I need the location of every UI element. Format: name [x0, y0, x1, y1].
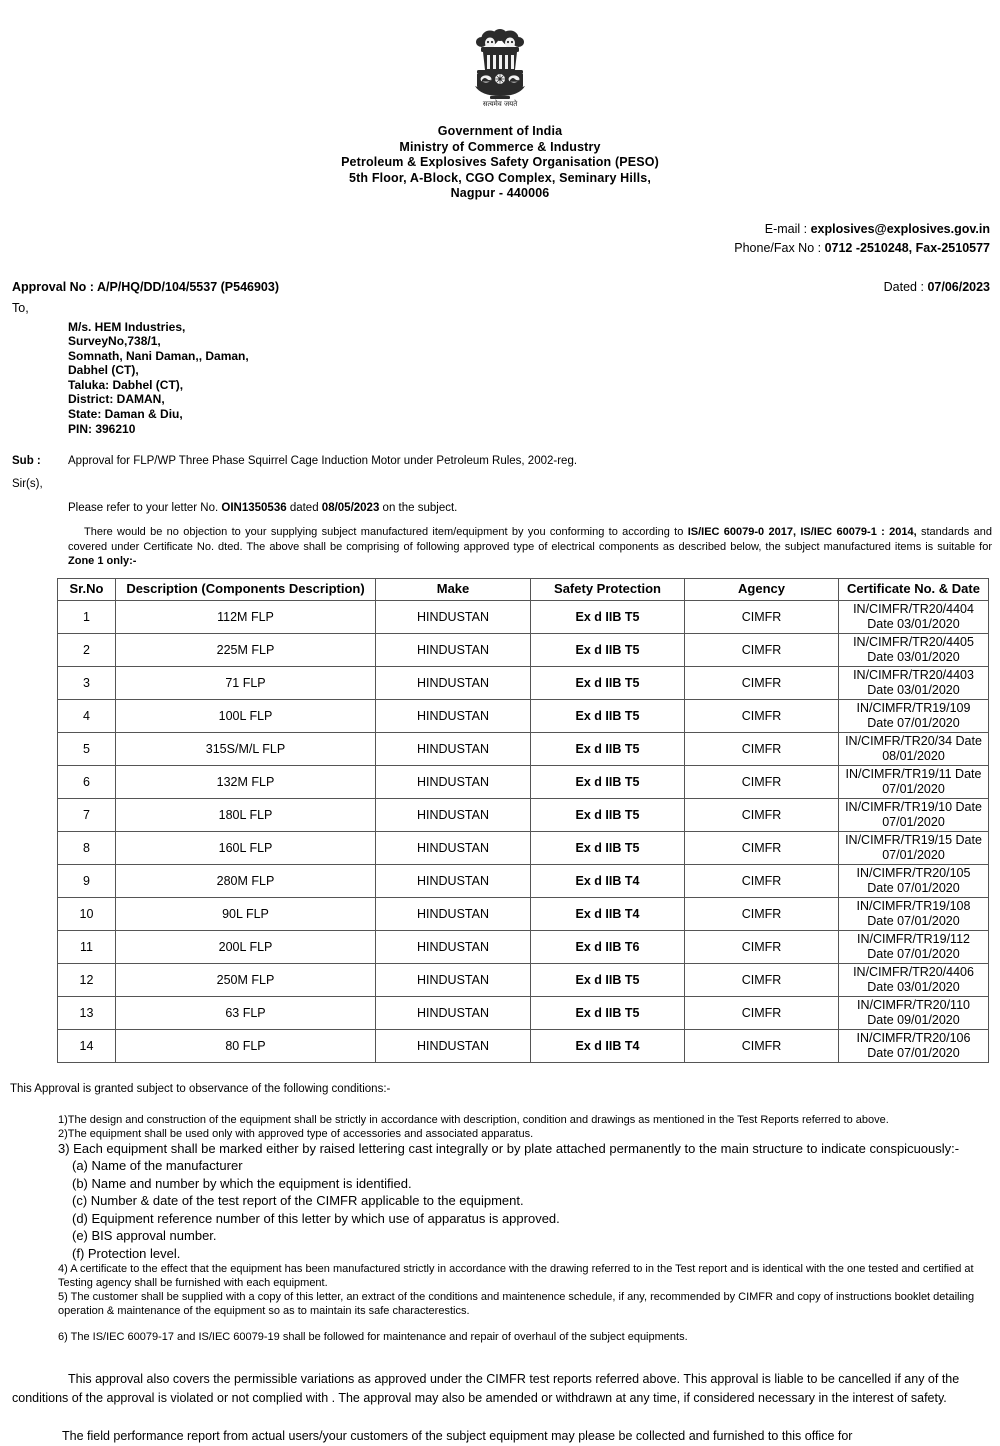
- cell-agency: CIMFR: [685, 732, 839, 765]
- cell-make: HINDUSTAN: [376, 963, 531, 996]
- cell-agency: CIMFR: [685, 963, 839, 996]
- closing-text-2: The field performance report from actual users/your customers of the subject equipment may please be collected and furnished to this office for: [62, 1429, 853, 1444]
- cell-description: 315S/M/L FLP: [116, 732, 376, 765]
- cell-srno: 6: [58, 765, 116, 798]
- gov-line-country: Government of India: [437, 124, 563, 138]
- reference-suffix: on the subject.: [379, 502, 458, 515]
- objection-zone: Zone 1 only:-: [68, 555, 137, 568]
- email-value: explosives@explosives.gov.in: [810, 221, 990, 236]
- addressee-line: SurveyNo,738/1,: [68, 334, 161, 349]
- condition-item-3f: (f) Protection level.: [72, 1245, 181, 1261]
- cell-make: HINDUSTAN: [376, 732, 531, 765]
- certificate-date: Date 07/01/2020: [867, 880, 960, 895]
- cell-safety-protection: Ex d IIB T5: [531, 699, 685, 732]
- phone-row: [0, 239, 990, 258]
- cell-make: HINDUSTAN: [376, 1029, 531, 1062]
- cell-srno: 10: [58, 897, 116, 930]
- cell-certificate: [839, 1029, 989, 1062]
- email-label: E-mail :: [764, 221, 811, 236]
- column-header-certificate: Certificate No. & Date: [839, 578, 989, 600]
- gov-line-city: Nagpur - 440006: [450, 186, 550, 200]
- condition-item-3: 3) Each equipment shall be marked either by raised lettering cast integrally or by plate attached permanently to the main structure to indicate conspicuously:-: [58, 1140, 960, 1156]
- gov-line-organisation: Petroleum & Explosives Safety Organisation (PESO): [341, 155, 659, 169]
- cell-safety-protection: Ex d IIB T6: [531, 930, 685, 963]
- cell-certificate: [839, 633, 989, 666]
- cell-make: HINDUSTAN: [376, 897, 531, 930]
- cell-srno: 13: [58, 996, 116, 1029]
- cell-agency: CIMFR: [685, 699, 839, 732]
- subject-text: Approval for FLP/WP Three Phase Squirrel Cage Induction Motor under Petroleum Rules, 2002-reg.: [68, 455, 578, 468]
- cell-safety-protection: Ex d IIB T5: [531, 996, 685, 1029]
- table-row: [58, 765, 989, 798]
- cell-srno: 14: [58, 1029, 116, 1062]
- reference-prefix: Please refer to your letter No.: [68, 502, 222, 515]
- condition-item-3c: (c) Number & date of the test report of the CIMFR applicable to the equipment.: [72, 1193, 524, 1209]
- cell-make: HINDUSTAN: [376, 930, 531, 963]
- objection-paragraph: [0, 525, 1000, 569]
- certificate-date: Date 07/01/2020: [867, 913, 960, 928]
- cell-certificate: [839, 831, 989, 864]
- closing-paragraph-1: [0, 1370, 1000, 1408]
- addressee-line: PIN: 396210: [68, 421, 136, 436]
- table-row: [58, 930, 989, 963]
- cell-safety-protection: Ex d IIB T4: [531, 1029, 685, 1062]
- certificate-date: 08/01/2020: [882, 748, 945, 763]
- cell-safety-protection: Ex d IIB T4: [531, 897, 685, 930]
- cell-make: HINDUSTAN: [376, 699, 531, 732]
- cell-make: HINDUSTAN: [376, 996, 531, 1029]
- objection-part1: There would be no objection to your supplying subject manufactured item/equipment by you conforming to according to: [84, 526, 688, 539]
- cell-agency: CIMFR: [685, 600, 839, 633]
- cell-agency: CIMFR: [685, 864, 839, 897]
- cell-srno: 8: [58, 831, 116, 864]
- cell-agency: CIMFR: [685, 996, 839, 1029]
- certificate-number: IN/CIMFR/TR20/34 Date: [845, 734, 982, 749]
- table-row: [58, 963, 989, 996]
- cell-safety-protection: Ex d IIB T5: [531, 666, 685, 699]
- cell-srno: 9: [58, 864, 116, 897]
- cell-safety-protection: Ex d IIB T5: [531, 798, 685, 831]
- table-row: [58, 1029, 989, 1062]
- reference-letter-no: OIN1350536: [221, 502, 287, 515]
- dated-block: [884, 280, 990, 294]
- certificate-number: IN/CIMFR/TR20/4406: [853, 965, 974, 980]
- table-row: [58, 699, 989, 732]
- column-header-make: Make: [376, 578, 531, 600]
- table-row: [58, 897, 989, 930]
- cell-description: 132M FLP: [116, 765, 376, 798]
- cell-srno: 12: [58, 963, 116, 996]
- cell-description: 100L FLP: [116, 699, 376, 732]
- addressee-line: Taluka: Dabhel (CT),: [68, 377, 184, 392]
- subject-label: Sub :: [12, 455, 41, 468]
- addressee-line: State: Daman & Diu,: [68, 407, 183, 422]
- cell-agency: CIMFR: [685, 798, 839, 831]
- cell-certificate: [839, 600, 989, 633]
- cell-make: HINDUSTAN: [376, 831, 531, 864]
- condition-item-2: 2)The equipment shall be used only with approved type of accessories and associated apparatus.: [58, 1127, 534, 1140]
- dated-value: 07/06/2023: [927, 279, 990, 294]
- cell-description: 71 FLP: [116, 666, 376, 699]
- cell-description: 63 FLP: [116, 996, 376, 1029]
- certificate-number: IN/CIMFR/TR19/10 Date: [845, 800, 982, 815]
- cell-make: HINDUSTAN: [376, 864, 531, 897]
- table-row: [58, 831, 989, 864]
- certificate-number: IN/CIMFR/TR20/106: [856, 1031, 971, 1046]
- certificate-date: 07/01/2020: [882, 781, 945, 796]
- objection-part2: standards and covered under Certificate No. dted. The above shall be comprising of following approved type of electrical components as described below, the subject manufactured items is suitable for: [68, 526, 992, 553]
- cell-certificate: [839, 897, 989, 930]
- cell-make: HINDUSTAN: [376, 765, 531, 798]
- column-header-description: Description (Components Description): [116, 578, 376, 600]
- cell-description: 112M FLP: [116, 600, 376, 633]
- conditions-list: [0, 1113, 1000, 1345]
- salutation: Sir(s),: [12, 478, 43, 491]
- condition-item-3e: (e) BIS approval number.: [72, 1228, 217, 1244]
- cell-safety-protection: Ex d IIB T5: [531, 732, 685, 765]
- condition-item-6: 6) The IS/IEC 60079-17 and IS/IEC 60079-19 shall be followed for maintenance and repair of overhaul of the subject equipments.: [58, 1331, 688, 1344]
- cell-description: 90L FLP: [116, 897, 376, 930]
- approval-header-row: [0, 280, 1000, 294]
- column-header-agency: Agency: [685, 578, 839, 600]
- cell-srno: 3: [58, 666, 116, 699]
- cell-certificate: [839, 765, 989, 798]
- reference-date: 08/05/2023: [321, 502, 380, 515]
- cell-certificate: [839, 699, 989, 732]
- dated-label: Dated :: [883, 279, 928, 294]
- cell-description: 250M FLP: [116, 963, 376, 996]
- reference-mid: dated: [286, 502, 322, 515]
- certificate-date: 07/01/2020: [882, 847, 945, 862]
- table-row: [58, 633, 989, 666]
- cell-certificate: [839, 798, 989, 831]
- cell-agency: CIMFR: [685, 930, 839, 963]
- subject-row: [0, 455, 1000, 471]
- addressee-line: District: DAMAN,: [68, 392, 165, 407]
- phone-value: 0712 -2510248, Fax-2510577: [824, 240, 990, 255]
- cell-make: HINDUSTAN: [376, 633, 531, 666]
- approval-number: Approval No : A/P/HQ/DD/104/5537 (P546903): [12, 279, 279, 294]
- masthead: [0, 0, 1000, 202]
- certificate-date: 07/01/2020: [882, 814, 945, 829]
- condition-item-3a: (a) Name of the manufacturer: [72, 1158, 243, 1174]
- cell-agency: CIMFR: [685, 1029, 839, 1062]
- closing-text-1: This approval also covers the permissible variations as approved under the CIMFR test reports referred above. This approval is liable to be cancelled if any of the conditions of the approval is violated or not complied with . The approval may also be amended or withdrawn at any time, if considered necessary in the interest of safety.: [12, 1372, 960, 1406]
- condition-item-3b: (b) Name and number by which the equipment is identified.: [72, 1175, 412, 1191]
- cell-agency: CIMFR: [685, 831, 839, 864]
- emblem-motto: सत्यमेव जयते: [482, 100, 518, 108]
- phone-label: Phone/Fax No :: [734, 240, 825, 255]
- addressee-line: M/s. HEM Industries,: [68, 319, 186, 334]
- certificate-number: IN/CIMFR/TR20/4404: [853, 602, 974, 617]
- certificate-date: Date 07/01/2020: [867, 715, 960, 730]
- column-header-srno: Sr.No: [58, 578, 116, 600]
- cell-srno: 1: [58, 600, 116, 633]
- column-header-safety: Safety Protection: [531, 578, 685, 600]
- addressee-line: Somnath, Nani Daman,, Daman,: [68, 348, 249, 363]
- certificate-date: Date 03/01/2020: [867, 616, 960, 631]
- cell-make: HINDUSTAN: [376, 600, 531, 633]
- cell-srno: 2: [58, 633, 116, 666]
- condition-item-4: 4) A certificate to the effect that the equipment has been manufactured strictly in accordance with the drawing referred to in the Test report and is identical with the one tested and certified at Testing agency shall be furnished with each equipment.: [58, 1263, 974, 1290]
- cell-safety-protection: Ex d IIB T4: [531, 864, 685, 897]
- condition-item-3d: (d) Equipment reference number of this letter by which use of apparatus is approved.: [72, 1210, 560, 1226]
- gov-line-ministry: Ministry of Commerce & Industry: [399, 139, 601, 154]
- cell-description: 280M FLP: [116, 864, 376, 897]
- approval-table-wrapper: [0, 578, 1000, 1063]
- india-national-emblem-icon: [468, 26, 532, 122]
- cell-make: HINDUSTAN: [376, 666, 531, 699]
- cell-certificate: [839, 930, 989, 963]
- cell-certificate: [839, 732, 989, 765]
- cell-description: 180L FLP: [116, 798, 376, 831]
- cell-srno: 5: [58, 732, 116, 765]
- cell-agency: CIMFR: [685, 897, 839, 930]
- certificate-number: IN/CIMFR/TR19/109: [856, 701, 971, 716]
- certificate-number: IN/CIMFR/TR19/11 Date: [845, 767, 982, 782]
- table-row: [58, 798, 989, 831]
- cell-make: HINDUSTAN: [376, 798, 531, 831]
- to-label: To,: [12, 300, 29, 315]
- certificate-date: Date 07/01/2020: [867, 946, 960, 961]
- certificate-number: IN/CIMFR/TR20/105: [856, 866, 971, 881]
- cell-agency: CIMFR: [685, 765, 839, 798]
- certificate-number: IN/CIMFR/TR20/4405: [853, 635, 974, 650]
- cell-certificate: [839, 864, 989, 897]
- certificate-date: Date 03/01/2020: [867, 649, 960, 664]
- objection-standards: IS/IEC 60079-0 2017, IS/IEC 60079-1 : 2014,: [687, 526, 917, 539]
- approval-components-table: [57, 578, 989, 1063]
- addressee-block: [0, 320, 1000, 437]
- cell-safety-protection: Ex d IIB T5: [531, 600, 685, 633]
- condition-item-1: 1)The design and construction of the equipment shall be strictly in accordance with description, condition and drawings as mentioned in the Test Reports referred to above.: [58, 1113, 889, 1126]
- cell-agency: CIMFR: [685, 633, 839, 666]
- cell-agency: CIMFR: [685, 666, 839, 699]
- cell-safety-protection: Ex d IIB T5: [531, 963, 685, 996]
- certificate-number: IN/CIMFR/TR19/108: [856, 899, 971, 914]
- table-header-row: [58, 578, 989, 600]
- certificate-number: IN/CIMFR/TR20/4403: [853, 668, 974, 683]
- condition-item-5: 5) The customer shall be supplied with a copy of this letter, an extract of the conditions and maintenence schedule, if any, recommended by CIMFR and copy of instructions booklet detailing operation & maintenance of the equipment so as to maintain its safe characterestics.: [58, 1291, 975, 1318]
- addressee-line: Dabhel (CT),: [68, 363, 139, 378]
- cell-description: 160L FLP: [116, 831, 376, 864]
- certificate-number: IN/CIMFR/TR20/110: [857, 998, 970, 1013]
- certificate-date: Date 03/01/2020: [867, 682, 960, 697]
- reference-line: [0, 502, 1000, 514]
- cell-description: 225M FLP: [116, 633, 376, 666]
- table-row: [58, 666, 989, 699]
- certificate-number: IN/CIMFR/TR19/112: [857, 932, 970, 947]
- cell-certificate: [839, 666, 989, 699]
- table-row: [58, 732, 989, 765]
- cell-certificate: [839, 963, 989, 996]
- cell-safety-protection: Ex d IIB T5: [531, 633, 685, 666]
- cell-certificate: [839, 996, 989, 1029]
- cell-description: 200L FLP: [116, 930, 376, 963]
- certificate-number: IN/CIMFR/TR19/15 Date: [845, 833, 982, 848]
- certificate-date: Date 03/01/2020: [867, 979, 960, 994]
- cell-safety-protection: Ex d IIB T5: [531, 831, 685, 864]
- conditions-intro: This Approval is granted subject to observance of the following conditions:-: [10, 1082, 391, 1095]
- cell-description: 80 FLP: [116, 1029, 376, 1062]
- cell-srno: 7: [58, 798, 116, 831]
- certificate-date: Date 07/01/2020: [867, 1045, 960, 1060]
- cell-srno: 11: [58, 930, 116, 963]
- closing-paragraph-2: [0, 1427, 1000, 1446]
- certificate-date: Date 09/01/2020: [867, 1012, 960, 1027]
- email-row: [0, 220, 990, 239]
- table-row: [58, 600, 989, 633]
- contact-block: [0, 220, 1000, 258]
- table-row: [58, 864, 989, 897]
- cell-srno: 4: [58, 699, 116, 732]
- gov-line-address: 5th Floor, A-Block, CGO Complex, Seminary Hills,: [349, 170, 651, 185]
- table-row: [58, 996, 989, 1029]
- cell-safety-protection: Ex d IIB T5: [531, 765, 685, 798]
